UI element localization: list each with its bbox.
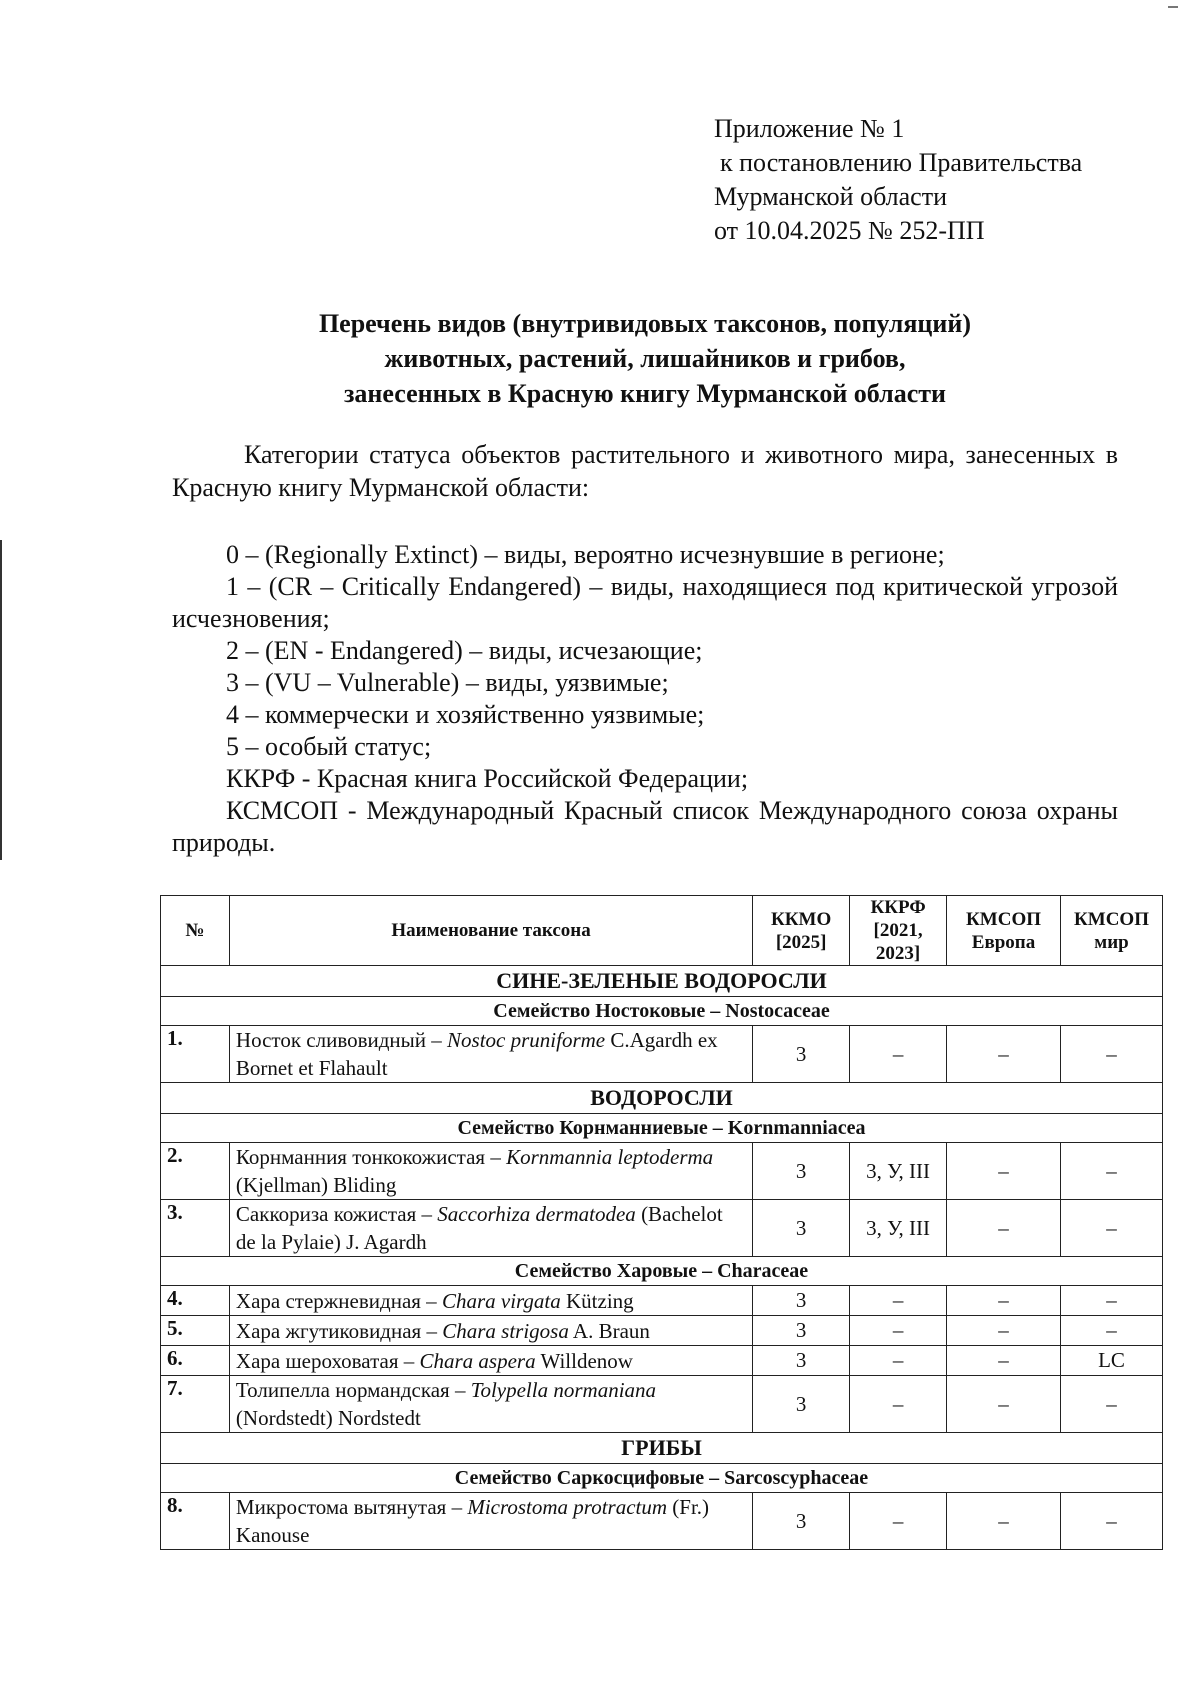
- header-kkmo: [753, 896, 850, 966]
- kkmo-value: 3: [753, 1143, 850, 1200]
- group-row: [161, 966, 1163, 997]
- group-row: [161, 1433, 1163, 1464]
- row-number: 8.: [161, 1493, 230, 1550]
- header-kkmo-line-2: [2025]: [775, 931, 827, 953]
- taxon-author: A. Braun: [568, 1318, 650, 1343]
- taxon-latin-name: Chara aspera: [419, 1348, 536, 1373]
- table-row: [161, 1346, 1163, 1376]
- header-kkrf-line-3: 2023]: [875, 943, 921, 964]
- header-kkrf: [850, 896, 947, 966]
- row-number: 6.: [161, 1346, 230, 1376]
- title-line-3: занесенных в Красную книгу Мурманской области: [343, 379, 947, 408]
- kkrf-value: –: [850, 1026, 947, 1083]
- header-kkmo-line-1: ККМО: [771, 908, 832, 930]
- kmsop-europe-value: –: [947, 1346, 1061, 1376]
- annex-line-4: от 10.04.2025 № 252-ПП: [714, 216, 985, 245]
- kmsop-europe-value: –: [947, 1143, 1061, 1200]
- header-world-line-2: мир: [1094, 931, 1129, 953]
- family-row: [161, 1114, 1163, 1143]
- taxon-author: (Bachelot de la Pylaie) J. Agardh: [235, 1202, 723, 1254]
- table-row: [161, 1376, 1163, 1433]
- table-row: [161, 1200, 1163, 1257]
- header-kmsop-europe: [947, 896, 1061, 966]
- table-row: [161, 1316, 1163, 1346]
- taxon-russian-name: Корнманния тонкокожистая –: [235, 1145, 507, 1169]
- header-name: Наименование таксона: [229, 896, 752, 966]
- category-0: 0 – (Regionally Extinct) – виды, вероятно исчезнувшие в регионе;: [226, 540, 945, 569]
- kmsop-world-value: –: [1060, 1376, 1162, 1433]
- kmsop-world-value: –: [1060, 1493, 1162, 1550]
- taxon-russian-name: Толипелла нормандская –: [235, 1378, 471, 1402]
- table-header-row: [161, 896, 1163, 966]
- family-row: [161, 1257, 1163, 1286]
- header-kkrf-line-1: ККРФ: [870, 897, 926, 918]
- kmsop-world-value: –: [1060, 1200, 1162, 1257]
- category-4: 4 – коммерчески и хозяйственно уязвимые;: [226, 700, 705, 729]
- kmsop-world-value: –: [1060, 1286, 1162, 1316]
- family-row: [161, 997, 1163, 1026]
- kmsop-europe-value: –: [947, 1493, 1061, 1550]
- category-1: 1 – (CR – Critically Endangered) – виды, находящиеся под критической угрозой исчезновения;: [172, 572, 1118, 633]
- taxon-russian-name: Саккориза кожистая –: [235, 1202, 438, 1226]
- kkrf-value: –: [850, 1346, 947, 1376]
- title-line-1: Перечень видов (внутривидовых таксонов, популяций): [318, 309, 972, 338]
- kkrf-value: –: [850, 1376, 947, 1433]
- table-row: [161, 1143, 1163, 1200]
- taxon-latin-name: Chara virgata: [441, 1288, 561, 1313]
- family-heading: Семейство Ностоковые – Nostocaceae: [161, 997, 1163, 1026]
- kkrf-value: 3, У, III: [850, 1143, 947, 1200]
- document-title: [170, 306, 1120, 411]
- annex-line-1: Приложение № 1: [714, 114, 905, 143]
- taxa-table: [160, 895, 1163, 1550]
- taxon-latin-name: Kornmannia leptoderma: [506, 1145, 714, 1169]
- taxon-latin-name: Chara strigosa: [442, 1318, 569, 1343]
- kmsop-europe-value: –: [947, 1376, 1061, 1433]
- header-kkrf-line-2: [2021,: [873, 920, 923, 941]
- family-row: [161, 1464, 1163, 1493]
- header-world-line-1: КМСОП: [1073, 908, 1149, 930]
- kmsop-world-value: LC: [1060, 1346, 1162, 1376]
- taxon-latin-name: Nostoc pruniforme: [447, 1028, 606, 1052]
- taxon-latin-name: Microstoma protractum: [467, 1495, 668, 1519]
- kmsop-world-value: –: [1060, 1143, 1162, 1200]
- kkmo-value: 3: [753, 1493, 850, 1550]
- kkmo-value: 3: [753, 1316, 850, 1346]
- family-heading: Семейство Харовые – Characeae: [161, 1257, 1163, 1286]
- taxon-author: (Kjellman) Bliding: [235, 1173, 397, 1197]
- taxon-name: [229, 1376, 752, 1433]
- taxon-name: [229, 1493, 752, 1550]
- scan-edge-mark: [0, 540, 2, 860]
- annex-line-2: к постановлению Правительства: [720, 148, 1083, 177]
- category-5: 5 – особый статус;: [226, 732, 432, 761]
- annex-block: [714, 112, 1082, 248]
- table-row: [161, 1026, 1163, 1083]
- kkrf-value: –: [850, 1316, 947, 1346]
- taxon-latin-name: Saccorhiza dermatodea: [437, 1202, 636, 1226]
- kkrf-value: 3, У, III: [850, 1200, 947, 1257]
- category-2: 2 – (EN - Endangered) – виды, исчезающие;: [226, 636, 703, 665]
- kmsop-europe-value: –: [947, 1286, 1061, 1316]
- kmsop-europe-value: –: [947, 1316, 1061, 1346]
- row-number: 7.: [161, 1376, 230, 1433]
- kmsop-world-value: –: [1060, 1026, 1162, 1083]
- kkrf-value: –: [850, 1493, 947, 1550]
- kkmo-value: 3: [753, 1200, 850, 1257]
- kkmo-value: 3: [753, 1376, 850, 1433]
- taxon-name: [229, 1026, 752, 1083]
- family-heading: Семейство Саркосцифовые – Sarcoscyphaceae: [161, 1464, 1163, 1493]
- family-heading: Семейство Корнманниевые – Kornmanniacea: [161, 1114, 1163, 1143]
- header-kmsop-world: [1060, 896, 1162, 966]
- row-number: 1.: [161, 1026, 230, 1083]
- taxon-author: (Fr.) Kanouse: [235, 1495, 710, 1547]
- row-number: 3.: [161, 1200, 230, 1257]
- category-3: 3 – (VU – Vulnerable) – виды, уязвимые;: [226, 668, 669, 697]
- row-number: 2.: [161, 1143, 230, 1200]
- taxon-russian-name: Хара жгутиковидная –: [235, 1318, 443, 1343]
- kmsop-europe-value: –: [947, 1026, 1061, 1083]
- taxon-name: [229, 1346, 752, 1376]
- taxon-russian-name: Хара стержневидная –: [235, 1288, 442, 1313]
- annex-line-3: Мурманской области: [714, 182, 947, 211]
- header-eu-line-2: Европа: [971, 931, 1036, 953]
- category-list: [172, 539, 1118, 859]
- taxon-latin-name: Tolypella normaniana: [470, 1378, 657, 1402]
- kmsop-europe-value: –: [947, 1200, 1061, 1257]
- scan-corner-mark: [1168, 6, 1178, 8]
- group-row: [161, 1083, 1163, 1114]
- intro-paragraph: Категории статуса объектов растительного и животного мира, занесенных в Красную книгу Мурманской области:: [172, 440, 1118, 502]
- group-heading: СИНЕ-ЗЕЛЕНЫЕ ВОДОРОСЛИ: [161, 966, 1163, 997]
- category-kkrf: ККРФ - Красная книга Российской Федерации;: [226, 764, 749, 793]
- taxon-russian-name: Носток сливовидный –: [235, 1028, 448, 1052]
- taxon-name: [229, 1316, 752, 1346]
- group-heading: ВОДОРОСЛИ: [161, 1083, 1163, 1114]
- taxon-russian-name: Микростома вытянутая –: [235, 1495, 468, 1519]
- taxon-russian-name: Хара шероховатая –: [235, 1348, 420, 1373]
- row-number: 4.: [161, 1286, 230, 1316]
- group-heading: ГРИБЫ: [161, 1433, 1163, 1464]
- kkmo-value: 3: [753, 1026, 850, 1083]
- header-eu-line-1: КМСОП: [966, 908, 1042, 930]
- kkmo-value: 3: [753, 1286, 850, 1316]
- title-line-2: животных, растений, лишайников и грибов,: [384, 344, 906, 373]
- kmsop-world-value: –: [1060, 1316, 1162, 1346]
- taxon-author: Kützing: [560, 1288, 634, 1313]
- taxon-name: [229, 1200, 752, 1257]
- table-row: [161, 1286, 1163, 1316]
- taxon-author: (Nordstedt) Nordstedt: [235, 1406, 421, 1430]
- header-num: №: [161, 896, 230, 966]
- kkrf-value: –: [850, 1286, 947, 1316]
- taxon-name: [229, 1143, 752, 1200]
- taxon-author: C.Agardh ex Bornet et Flahault: [235, 1028, 718, 1080]
- row-number: 5.: [161, 1316, 230, 1346]
- table-row: [161, 1493, 1163, 1550]
- category-ksmsop: КСМСОП - Международный Красный список Международного союза охраны природы.: [172, 796, 1118, 857]
- taxa-table-body: [161, 966, 1163, 1550]
- kkmo-value: 3: [753, 1346, 850, 1376]
- taxon-name: [229, 1286, 752, 1316]
- taxon-author: Willdenow: [535, 1348, 633, 1373]
